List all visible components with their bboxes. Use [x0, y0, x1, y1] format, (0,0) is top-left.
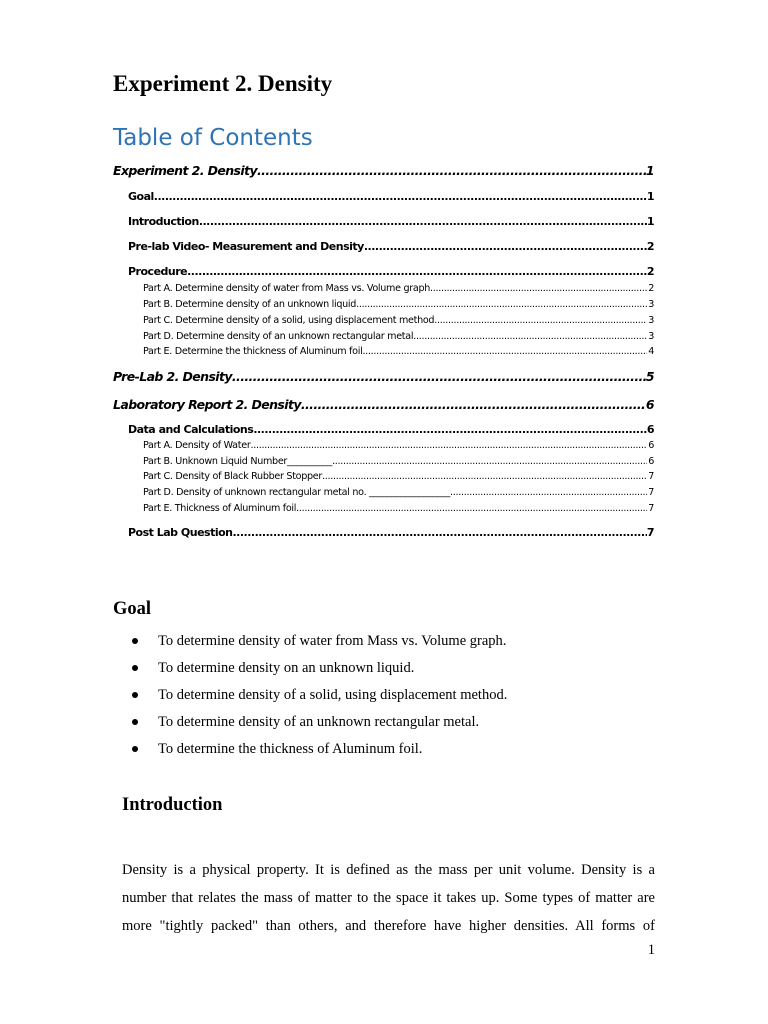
goal-heading: Goal — [113, 599, 152, 619]
introduction-paragraph — [122, 856, 655, 940]
toc-entry-label: Part E. Determine the thickness of Aluminum foil — [143, 346, 363, 357]
toc-entry-label: Part B. Unknown Liquid Number__________ — [143, 456, 333, 467]
toc-dot-leader — [253, 422, 647, 438]
toc-entry-label: Post Lab Question — [128, 526, 233, 539]
toc-entry-label: Data and Calculations — [128, 423, 254, 436]
toc-dot-leader — [356, 298, 647, 312]
toc-entry-page: 6 — [646, 423, 654, 436]
toc-entry[interactable] — [143, 330, 654, 344]
toc-dot-leader — [413, 330, 647, 344]
toc-entry-page: 3 — [648, 315, 654, 326]
toc-entry-page: 6 — [645, 397, 654, 412]
goal-list-item — [132, 685, 652, 705]
goal-item-text: To determine density of water from Mass vs. Volume graph. — [158, 633, 507, 649]
toc-dot-leader — [250, 439, 647, 453]
toc-dot-leader — [257, 161, 646, 181]
toc-entry-page: 7 — [648, 503, 654, 514]
toc-dot-leader — [450, 486, 647, 500]
toc-entry-label: Introduction — [128, 215, 199, 228]
toc-entry-label: Part B. Determine density of an unknown liquid — [143, 299, 357, 310]
toc-entry-label: Part E. Thickness of Aluminum foil — [143, 503, 297, 514]
introduction-heading: Introduction — [122, 795, 223, 815]
toc-entry-label: Part A. Density of Water — [143, 440, 251, 451]
page-number: 1 — [647, 942, 655, 958]
toc-entry[interactable] — [143, 502, 654, 516]
toc-entry-page: 7 — [648, 471, 654, 482]
toc-dot-leader — [364, 239, 647, 255]
goal-item-text: To determine the thickness of Aluminum foil. — [158, 741, 423, 757]
toc-entry[interactable] — [143, 345, 654, 359]
toc-entry-page: 1 — [646, 190, 654, 203]
toc-entry-page: 6 — [648, 456, 654, 467]
toc-entry-page: 6 — [648, 440, 654, 451]
toc-entry[interactable] — [143, 314, 654, 328]
toc-entry-label: Part D. Density of unknown rectangular metal no. __________________ — [143, 487, 451, 498]
bullet-icon — [132, 665, 138, 671]
toc-dot-leader — [199, 214, 647, 230]
bullet-icon — [132, 719, 138, 725]
bullet-icon — [132, 692, 138, 698]
toc-dot-leader — [332, 455, 647, 469]
toc-entry-label: Goal — [128, 190, 154, 203]
toc-entry[interactable] — [128, 239, 654, 255]
toc-entry-label: Part C. Determine density of a solid, using displacement method — [143, 315, 435, 326]
toc-entry-page: 3 — [648, 331, 654, 342]
toc-entry-label: Procedure — [128, 265, 188, 278]
toc-dot-leader — [434, 314, 647, 328]
goal-list-item — [132, 631, 652, 651]
toc-entry[interactable] — [113, 161, 654, 181]
introduction-line: Density is a physical property. It is defined as the mass per unit volume. Density is a — [122, 862, 655, 878]
toc-entry[interactable] — [128, 189, 654, 205]
toc-entry-page: 2 — [646, 265, 654, 278]
toc-entry-page: 1 — [645, 163, 654, 178]
introduction-line: more "tightly packed" than others, and therefore have higher densities. All forms of — [122, 918, 655, 934]
toc-entry[interactable] — [143, 439, 654, 453]
toc-dot-leader — [187, 264, 647, 280]
toc-entry-page: 7 — [646, 526, 654, 539]
toc-entry-page: 2 — [646, 240, 654, 253]
toc-entry-page: 4 — [648, 346, 654, 357]
toc-entry-page: 1 — [646, 215, 654, 228]
toc-dot-leader — [301, 395, 646, 415]
toc-entry[interactable] — [143, 298, 654, 312]
toc-entry[interactable] — [143, 486, 654, 500]
toc-dot-leader — [362, 345, 647, 359]
toc-dot-leader — [322, 470, 647, 484]
toc-entry[interactable] — [128, 422, 654, 438]
toc-entry[interactable] — [143, 455, 654, 469]
toc-heading: Table of Contents — [113, 125, 313, 151]
toc-entry-label: Part D. Determine density of an unknown rectangular metal — [143, 331, 414, 342]
goal-list-item — [132, 739, 652, 759]
toc-entry[interactable] — [128, 214, 654, 230]
toc-entry[interactable] — [113, 395, 654, 415]
toc-entry-label: Pre-Lab 2. Density — [113, 369, 232, 384]
toc-entry-label: Part A. Determine density of water from Mass vs. Volume graph — [143, 283, 431, 294]
toc-entry[interactable] — [143, 470, 654, 484]
toc-entry-page: 7 — [648, 487, 654, 498]
toc-entry-label: Pre-lab Video- Measurement and Density — [128, 240, 364, 253]
toc-entry[interactable] — [113, 367, 654, 387]
toc-entry-page: 2 — [648, 283, 654, 294]
introduction-line: number that relates the mass of matter to the space it takes up. Some types of matter are — [122, 890, 655, 906]
toc-dot-leader — [430, 282, 647, 296]
bullet-icon — [132, 638, 138, 644]
goal-list-item — [132, 658, 652, 678]
toc-entry-label: Experiment 2. Density — [113, 163, 258, 178]
document-title: Experiment 2. Density — [113, 71, 333, 96]
toc-dot-leader — [232, 367, 646, 387]
goal-item-text: To determine density on an unknown liquid. — [158, 660, 415, 676]
goal-item-text: To determine density of a solid, using displacement method. — [158, 687, 508, 703]
toc-entry-label: Part C. Density of Black Rubber Stopper — [143, 471, 323, 482]
toc-entry-page: 3 — [648, 299, 654, 310]
goal-list-item — [132, 712, 652, 732]
toc-entry[interactable] — [128, 264, 654, 280]
toc-dot-leader — [154, 189, 647, 205]
toc-dot-leader — [296, 502, 647, 516]
toc-dot-leader — [233, 525, 647, 541]
goal-item-text: To determine density of an unknown rectangular metal. — [158, 714, 480, 730]
toc-entry[interactable] — [128, 525, 654, 541]
toc-entry-label: Laboratory Report 2. Density — [113, 397, 301, 412]
toc-entry-page: 5 — [645, 369, 654, 384]
bullet-icon — [132, 746, 138, 752]
toc-entry[interactable] — [143, 282, 654, 296]
